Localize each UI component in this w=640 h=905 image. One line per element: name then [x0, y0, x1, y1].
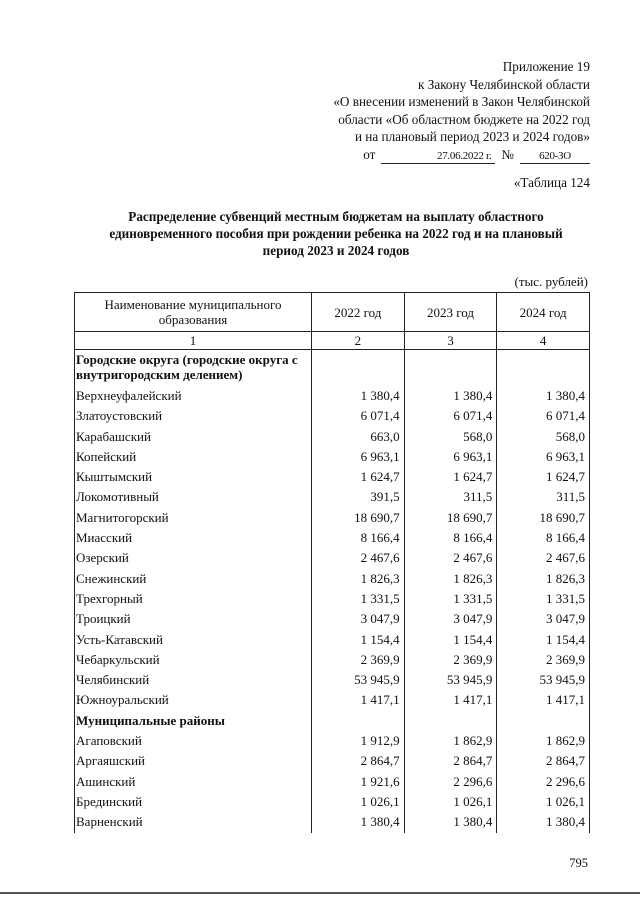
amount-cell: 53 945,9 — [404, 670, 497, 690]
amount-cell: 1 624,7 — [404, 467, 497, 487]
municipality-name: Усть-Катавский — [75, 630, 312, 650]
amount-cell: 18 690,7 — [404, 508, 497, 528]
amount-cell: 1 380,4 — [312, 812, 405, 832]
table-row — [75, 528, 590, 548]
amount-cell: 2 864,7 — [312, 751, 405, 771]
subventions-table — [74, 292, 590, 833]
municipality-name: Южноуральский — [75, 690, 312, 710]
column-header: 2024 год — [497, 293, 590, 332]
municipality-name: Озерский — [75, 548, 312, 568]
municipality-name: Копейский — [75, 447, 312, 467]
amount-cell: 2 296,6 — [497, 772, 590, 792]
amount-cell: 1 331,5 — [497, 589, 590, 609]
appendix-line: «О внесении изменений в Закон Челябинской — [333, 94, 590, 109]
amount-cell: 6 071,4 — [497, 406, 590, 426]
table-row — [75, 772, 590, 792]
number-prefix: № — [501, 146, 514, 162]
amount-cell: 1 026,1 — [404, 792, 497, 812]
amount-cell: 1 154,4 — [404, 630, 497, 650]
column-number: 2 — [312, 332, 405, 350]
table-row — [75, 690, 590, 710]
amount-cell: 8 166,4 — [404, 528, 497, 548]
amount-cell: 2 467,6 — [497, 548, 590, 568]
column-number: 1 — [75, 332, 312, 350]
table-row — [75, 467, 590, 487]
amount-cell: 391,5 — [312, 487, 405, 507]
date-prefix: от — [363, 146, 376, 162]
amount-cell: 1 417,1 — [497, 690, 590, 710]
municipality-name: Карабашский — [75, 427, 312, 447]
amount-cell: 53 945,9 — [497, 670, 590, 690]
amount-cell: 18 690,7 — [312, 508, 405, 528]
amount-cell: 1 380,4 — [404, 812, 497, 832]
amount-cell: 3 047,9 — [404, 609, 497, 629]
column-header: 2023 год — [404, 293, 497, 332]
amount-cell: 6 963,1 — [404, 447, 497, 467]
amount-cell: 6 071,4 — [404, 406, 497, 426]
table-row — [75, 406, 590, 426]
document-title: Распределение субвенций местным бюджетам на выплату областного единовременного пособия при рождении ребенка на 2022 год и на плановый период 2023 и 2024 годов — [109, 209, 563, 258]
table-row — [75, 508, 590, 528]
amount-cell: 2 369,9 — [404, 650, 497, 670]
amount-cell: 1 826,3 — [404, 569, 497, 589]
municipality-name: Верхнеуфалейский — [75, 386, 312, 406]
municipality-name: Златоустовский — [75, 406, 312, 426]
amount-cell: 1 380,4 — [404, 386, 497, 406]
amount-cell: 8 166,4 — [497, 528, 590, 548]
amount-cell: 2 467,6 — [404, 548, 497, 568]
amount-cell: 568,0 — [497, 427, 590, 447]
table-row — [75, 589, 590, 609]
law-date: 27.06.2022 г. — [381, 150, 495, 164]
table-row — [75, 792, 590, 812]
amount-cell: 663,0 — [312, 427, 405, 447]
amount-cell: 2 369,9 — [497, 650, 590, 670]
amount-cell: 1 026,1 — [497, 792, 590, 812]
municipality-name: Троицкий — [75, 609, 312, 629]
table-reference: «Таблица 124 — [513, 175, 590, 190]
municipality-name: Чебаркульский — [75, 650, 312, 670]
appendix-header — [333, 58, 590, 164]
table-row — [75, 427, 590, 447]
table-row — [75, 751, 590, 771]
column-number-row — [75, 332, 590, 350]
table-header-row — [75, 293, 590, 332]
table-row — [75, 569, 590, 589]
amount-cell: 1 912,9 — [312, 731, 405, 751]
amount-cell: 311,5 — [404, 487, 497, 507]
appendix-line: Приложение 19 — [502, 59, 590, 74]
amount-cell: 2 864,7 — [497, 751, 590, 771]
section-title: Муниципальные районы — [75, 711, 312, 731]
municipality-name: Челябинский — [75, 670, 312, 690]
amount-cell: 1 331,5 — [404, 589, 497, 609]
table-row — [75, 812, 590, 832]
table-row — [75, 487, 590, 507]
amount-cell: 1 154,4 — [312, 630, 405, 650]
section-row — [75, 350, 590, 387]
section-row — [75, 711, 590, 731]
amount-cell: 3 047,9 — [497, 609, 590, 629]
appendix-line: к Закону Челябинской области — [418, 76, 590, 92]
amount-cell: 1 921,6 — [312, 772, 405, 792]
amount-cell: 2 864,7 — [404, 751, 497, 771]
amount-cell: 1 624,7 — [497, 467, 590, 487]
amount-cell: 1 826,3 — [497, 569, 590, 589]
amount-cell: 2 296,6 — [404, 772, 497, 792]
column-number: 4 — [497, 332, 590, 350]
municipality-name: Трехгорный — [75, 589, 312, 609]
amount-cell: 1 331,5 — [312, 589, 405, 609]
amount-cell: 1 026,1 — [312, 792, 405, 812]
amount-cell: 1 862,9 — [404, 731, 497, 751]
table-row — [75, 447, 590, 467]
bottom-rule — [0, 892, 640, 894]
column-header: 2022 год — [312, 293, 405, 332]
section-title: Городские округа (городские округа с внутригородским делением) — [75, 350, 312, 387]
table-row — [75, 609, 590, 629]
table-row — [75, 548, 590, 568]
amount-cell: 1 826,3 — [312, 569, 405, 589]
law-date-number-line — [333, 146, 590, 164]
table-row — [75, 630, 590, 650]
amount-cell: 1 380,4 — [497, 812, 590, 832]
municipality-name: Варненский — [75, 812, 312, 832]
amount-cell: 1 154,4 — [497, 630, 590, 650]
amount-cell: 568,0 — [404, 427, 497, 447]
amount-cell: 53 945,9 — [312, 670, 405, 690]
appendix-line: области «Об областном бюджете на 2022 год — [338, 111, 590, 127]
municipality-name: Миасский — [75, 528, 312, 548]
amount-cell: 1 417,1 — [404, 690, 497, 710]
amount-cell: 1 417,1 — [312, 690, 405, 710]
table-row — [75, 386, 590, 406]
amount-cell: 311,5 — [497, 487, 590, 507]
page-number: 795 — [569, 856, 588, 870]
column-header: Наименование муниципального образования — [75, 293, 312, 332]
amount-cell: 6 071,4 — [312, 406, 405, 426]
municipality-name: Агаповский — [75, 731, 312, 751]
municipality-name: Кыштымский — [75, 467, 312, 487]
appendix-line: и на плановый период 2023 и 2024 годов» — [354, 129, 590, 144]
municipality-name: Ашинский — [75, 772, 312, 792]
table-row — [75, 670, 590, 690]
amount-cell: 2 467,6 — [312, 548, 405, 568]
table-body — [75, 350, 590, 833]
amount-cell: 8 166,4 — [312, 528, 405, 548]
amount-cell: 18 690,7 — [497, 508, 590, 528]
amount-cell: 3 047,9 — [312, 609, 405, 629]
municipality-name: Брединский — [75, 792, 312, 812]
municipality-name: Локомотивный — [75, 487, 312, 507]
unit-label: (тыс. рублей) — [514, 274, 588, 289]
amount-cell: 6 963,1 — [497, 447, 590, 467]
municipality-name: Снежинский — [75, 569, 312, 589]
amount-cell: 1 862,9 — [497, 731, 590, 751]
amount-cell: 2 369,9 — [312, 650, 405, 670]
amount-cell: 1 624,7 — [312, 467, 405, 487]
amount-cell: 6 963,1 — [312, 447, 405, 467]
municipality-name: Аргаяшский — [75, 751, 312, 771]
table-row — [75, 650, 590, 670]
municipality-name: Магнитогорский — [75, 508, 312, 528]
amount-cell: 1 380,4 — [497, 386, 590, 406]
amount-cell: 1 380,4 — [312, 386, 405, 406]
column-number: 3 — [404, 332, 497, 350]
law-number: 620-ЗО — [520, 150, 590, 164]
table-row — [75, 731, 590, 751]
